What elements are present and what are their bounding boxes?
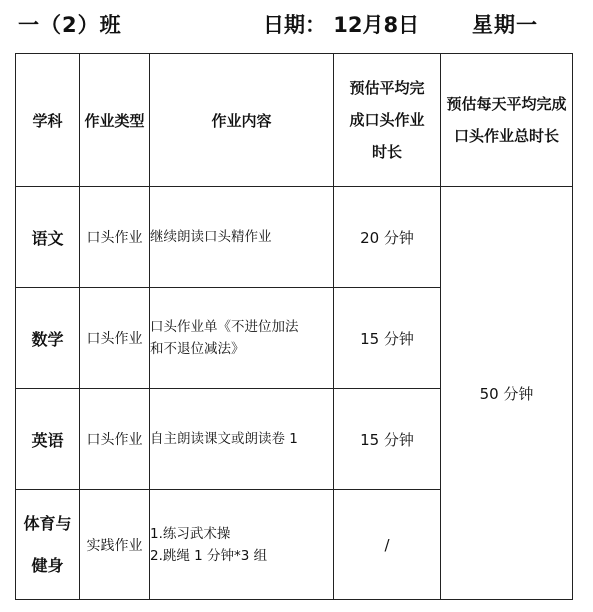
homework-table xyxy=(15,53,573,600)
header-daily-total: 预估每天平均完成 口头作业总时长 xyxy=(441,54,573,187)
type-cell: 口头作业 xyxy=(80,187,150,288)
time-cell: 15 分钟 xyxy=(334,389,441,490)
time-cell: 15 分钟 xyxy=(334,288,441,389)
type-cell: 口头作业 xyxy=(80,288,150,389)
time-cell: / xyxy=(334,490,441,600)
subject-cell: 数学 xyxy=(16,288,80,389)
time-cell: 20 分钟 xyxy=(334,187,441,288)
weekday-label: 星期一 xyxy=(472,13,538,37)
content-cell: 自主朗读课文或朗读卷 1 xyxy=(150,389,334,490)
header-content: 作业内容 xyxy=(150,54,334,187)
content-cell: 口头作业单《不进位加法 和不退位减法》 xyxy=(150,288,334,389)
content-cell: 继续朗读口头精作业 xyxy=(150,187,334,288)
header-subject: 学科 xyxy=(16,54,80,187)
type-cell: 实践作业 xyxy=(80,490,150,600)
page-header xyxy=(0,0,593,46)
header-type: 作业类型 xyxy=(80,54,150,187)
subject-cell: 体育与 健身 xyxy=(16,490,80,600)
header-est-time: 预估平均完 成口头作业 时长 xyxy=(334,54,441,187)
table-row xyxy=(16,187,573,288)
table-header-row xyxy=(16,54,573,187)
date-label: 日期： 12月8日 xyxy=(263,13,420,37)
class-name: 一（2）班 xyxy=(18,13,122,37)
daily-total-cell: 50 分钟 xyxy=(441,187,573,600)
subject-cell: 英语 xyxy=(16,389,80,490)
subject-cell: 语文 xyxy=(16,187,80,288)
content-cell: 1.练习武术操 2.跳绳 1 分钟*3 组 xyxy=(150,490,334,600)
type-cell: 口头作业 xyxy=(80,389,150,490)
